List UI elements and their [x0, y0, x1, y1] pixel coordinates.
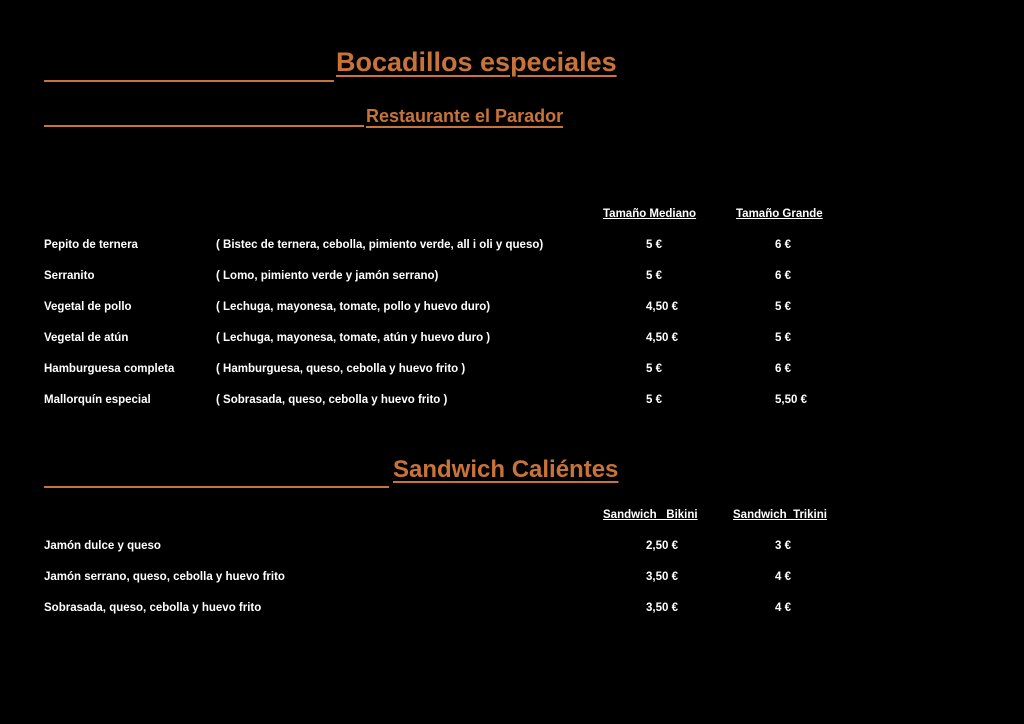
column-header-bikini: Sandwich Bikini — [603, 509, 698, 521]
column-header-trikini: Sandwich Trikini — [733, 509, 827, 521]
price-trikini: 4 € — [775, 571, 791, 583]
item-name: Mallorquín especial — [44, 394, 151, 406]
price-trikini: 3 € — [775, 540, 791, 552]
price-trikini: 4 € — [775, 602, 791, 614]
item-name: Serranito — [44, 270, 95, 282]
item-name: Jamón serrano, queso, cebolla y huevo frito — [44, 571, 285, 583]
price-medium: 5 € — [646, 239, 662, 251]
item-name: Jamón dulce y queso — [44, 540, 161, 552]
item-description: ( Bistec de ternera, cebolla, pimiento verde, all i oli y queso) — [216, 239, 544, 251]
price-medium: 5 € — [646, 270, 662, 282]
section-title-sandwiches: Sandwich Caliéntes — [393, 456, 619, 483]
price-medium: 4,50 € — [646, 301, 678, 313]
item-description: ( Lomo, pimiento verde y jamón serrano) — [216, 270, 439, 282]
price-medium: 5 € — [646, 394, 662, 406]
column-header-large: Tamaño Grande — [736, 208, 823, 220]
item-description: ( Lechuga, mayonesa, tomate, atún y huevo duro ) — [216, 332, 491, 344]
item-description: ( Hamburguesa, queso, cebolla y huevo frito ) — [216, 363, 466, 375]
price-large: 5 € — [775, 332, 791, 344]
subtitle-rule — [44, 125, 364, 127]
item-name: Pepito de ternera — [44, 239, 138, 251]
item-name: Sobrasada, queso, cebolla y huevo frito — [44, 602, 262, 614]
item-name: Vegetal de atún — [44, 332, 129, 344]
price-large: 5 € — [775, 301, 791, 313]
price-large: 6 € — [775, 270, 791, 282]
item-description: ( Sobrasada, queso, cebolla y huevo frito ) — [216, 394, 448, 406]
item-description: ( Lechuga, mayonesa, tomate, pollo y huevo duro) — [216, 301, 491, 313]
page-title: Bocadillos especiales — [336, 47, 617, 77]
restaurant-name: Restaurante el Parador — [366, 106, 564, 126]
title-rule — [44, 80, 334, 82]
column-header-medium: Tamaño Mediano — [603, 208, 697, 220]
item-name: Hamburguesa completa — [44, 363, 175, 375]
section-rule — [44, 486, 389, 488]
price-large: 6 € — [775, 239, 791, 251]
price-bikini: 3,50 € — [646, 602, 678, 614]
price-bikini: 2,50 € — [646, 540, 678, 552]
price-bikini: 3,50 € — [646, 571, 678, 583]
price-large: 6 € — [775, 363, 791, 375]
price-large: 5,50 € — [775, 394, 807, 406]
price-medium: 5 € — [646, 363, 662, 375]
item-name: Vegetal de pollo — [44, 301, 132, 313]
price-medium: 4,50 € — [646, 332, 678, 344]
